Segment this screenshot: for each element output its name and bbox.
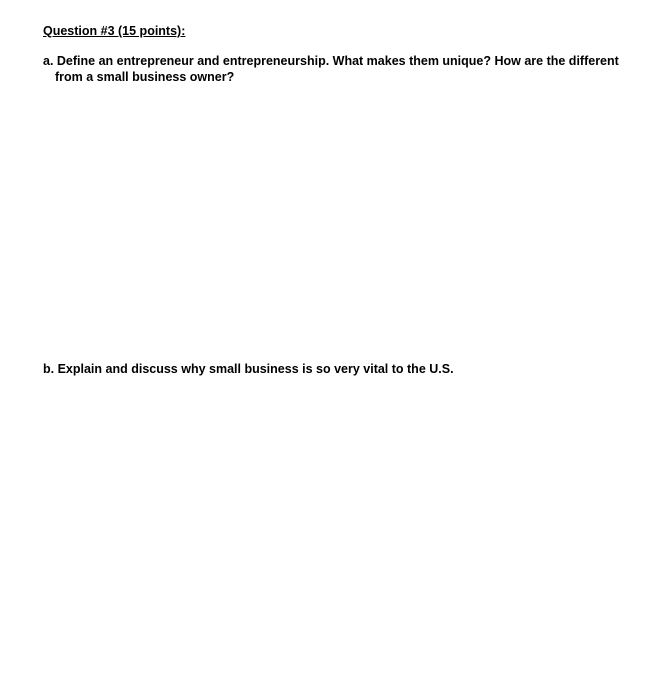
question-a-line-2: from a small business owner? xyxy=(55,70,235,84)
question-a-line-1: a. Define an entrepreneur and entrepreneurship. What makes them unique? How are the different xyxy=(43,54,619,68)
question-b xyxy=(43,361,454,377)
question-heading: Question #3 (15 points): xyxy=(43,24,186,38)
question-b-line-1: b. Explain and discuss why small business is so very vital to the U.S. xyxy=(43,362,454,376)
question-a xyxy=(43,53,619,85)
